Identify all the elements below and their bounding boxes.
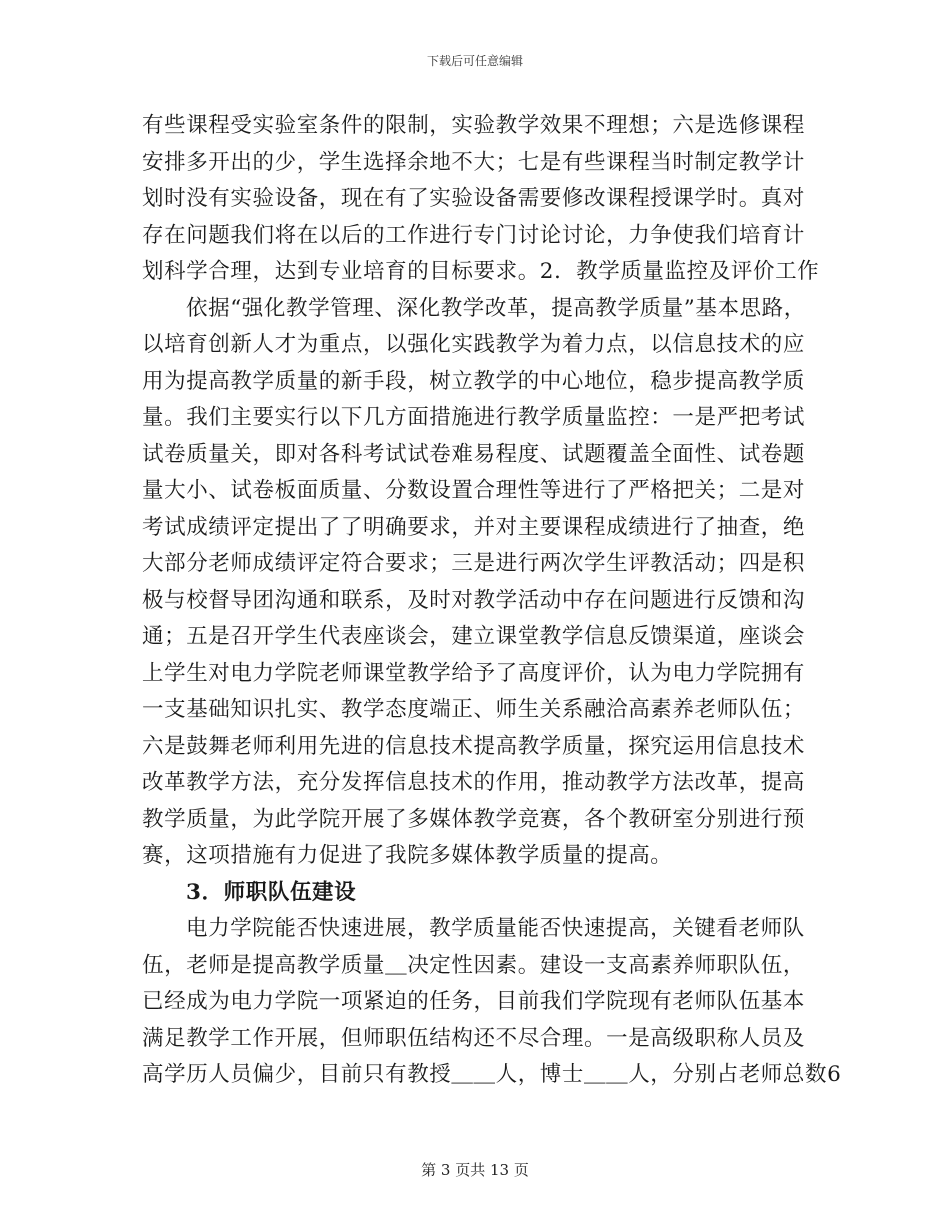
page-header: 下载后可任意编辑 (426, 54, 523, 68)
text-line: 以培育创新人才为重点，以强化实践教学为着力点，以信息技术的应 (142, 332, 806, 357)
text-line: 划科学合理，达到专业培育的目标要求。2．教学质量监控及评价工作 (142, 259, 820, 284)
text-line: 教学质量，为此学院开展了多媒体教学竞赛，各个教研室分别进行预 (142, 806, 806, 832)
text-line: 依据“强化教学管理、深化教学改革，提高教学质量”基本思路， (186, 295, 806, 321)
section-heading: 3．师职队伍建设 (186, 879, 357, 905)
text-line: 满足教学工作开展，但师职伍结构还不尽合理。一是高级职称人员及 (142, 1025, 806, 1051)
text-line: 大部分老师成绩评定符合要求；三是进行两次学生评教活动；四是积 (142, 551, 806, 576)
text-line: 电力学院能否快速进展，教学质量能否快速提高，关键看老师队 (186, 916, 805, 941)
text-line: 已经成为电力学院一项紧迫的任务，目前我们学院现有老师队伍基本 (142, 989, 806, 1014)
body-text (142, 108, 842, 1094)
text-line: 伍，老师是提高教学质量＿决定性因素。建设一支高素养师职队伍， (142, 952, 806, 978)
text-line: 高学历人员偏少，目前只有教授＿＿人，博士＿＿人，分别占老师总数6 (142, 1062, 842, 1087)
text-line: 有些课程受实验室条件的限制，实验教学效果不理想；六是选修课程 (142, 113, 806, 138)
text-line: 量。我们主要实行以下几方面措施进行教学质量监控：一是严把考试 (142, 405, 806, 430)
text-line: 一支基础知识扎实、教学态度端正、师生关系融洽高素养老师队伍； (142, 697, 806, 722)
text-line: 通；五是召开学生代表座谈会，建立课堂教学信息反馈渠道，座谈会 (142, 624, 806, 649)
text-line: 试卷质量关，即对各科考试试卷难易程度、试题覆盖全面性、试卷题 (142, 441, 806, 467)
text-line: 量大小、试卷板面质量、分数设置合理性等进行了严格把关；二是对 (142, 478, 806, 503)
text-line: 用为提高教学质量的新手段，树立教学的中心地位，稳步提高教学质 (142, 368, 806, 394)
text-line: 划时没有实验设备，现在有了实验设备需要修改课程授课学时。真对 (142, 186, 806, 211)
text-line: 赛，这项措施有力促进了我院多媒体教学质量的提高。 (142, 843, 673, 868)
text-line: 存在问题我们将在以后的工作进行专门讨论讨论，力争使我们培育计 (142, 222, 806, 248)
page-footer: 第 3 页共 13 页 (421, 1161, 529, 1179)
text-line: 安排多开出的少，学生选择余地不大；七是有些课程当时制定教学计 (142, 149, 806, 175)
text-line: 考试成绩评定提出了了明确要求，并对主要课程成绩进行了抽查，绝 (142, 514, 806, 540)
text-line: 极与校督导团沟通和联系，及时对教学活动中存在问题进行反馈和沟 (142, 587, 806, 613)
text-line: 上学生对电力学院老师课堂教学给予了高度评价，认为电力学院拥有 (142, 660, 806, 686)
text-line: 改革教学方法，充分发挥信息技术的作用，推动教学方法改革，提高 (142, 770, 806, 795)
text-line: 六是鼓舞老师利用先进的信息技术提高教学质量，探究运用信息技术 (142, 733, 806, 759)
